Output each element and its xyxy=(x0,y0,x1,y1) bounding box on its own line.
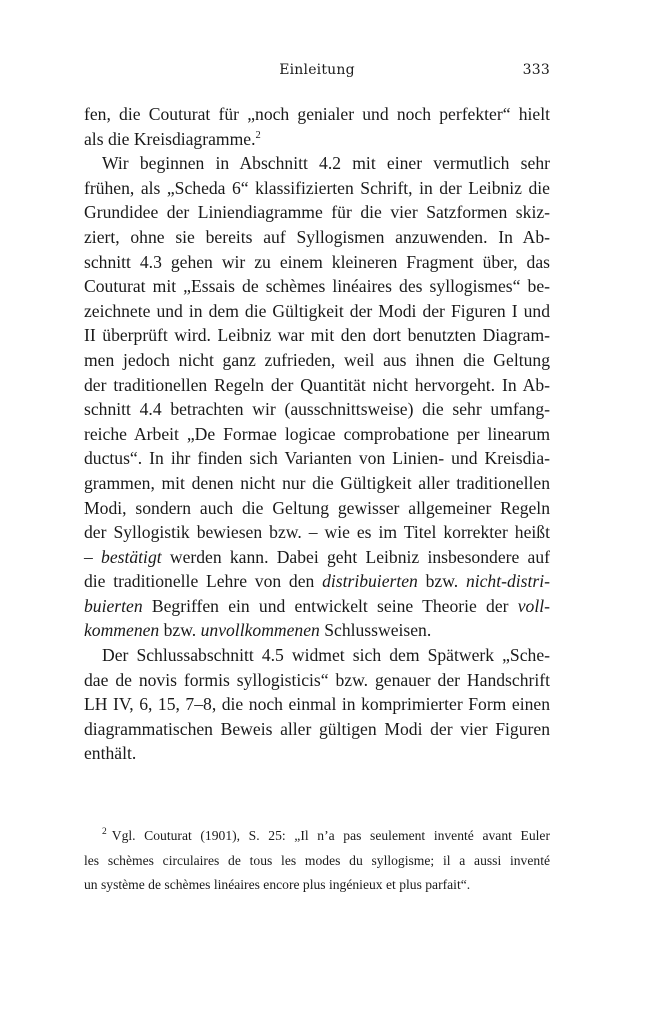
text-line: frühen, als „Scheda 6“ klassifizierten Schrift, in der Leibniz die xyxy=(84,177,550,198)
text-line: Grundidee der Liniendiagramme für die vier Satzformen skiz- xyxy=(84,202,550,223)
text-line: fen, die Couturat für „noch genialer und noch perfekter“ hielt xyxy=(84,104,550,124)
text-line: enthält. xyxy=(84,743,137,764)
text-span: als die Kreisdiagramme. xyxy=(84,128,256,149)
text-line: dae de novis formis syllogisticis“ bzw. genauer der Handschrift xyxy=(84,669,550,690)
text-line: LH IV, 6, 15, 7–8, die noch einmal in komprimierter Form einen xyxy=(84,694,550,715)
page-number: 333 xyxy=(522,62,550,78)
text-line xyxy=(84,618,550,643)
text-line: men jedoch nicht ganz zufrieden, weil aus ihnen die Geltung xyxy=(84,349,550,370)
text-line: der traditionellen Regeln der Quantität nicht hervorgeht. In Ab- xyxy=(84,374,550,395)
italic-span: bestätigt xyxy=(101,546,162,567)
text-line: zeichnete und in dem die Gültigkeit der Modi der Figuren I und xyxy=(84,300,550,321)
text-line xyxy=(84,594,550,619)
footnote-reference[interactable]: 2 xyxy=(255,129,261,141)
paragraph-3 xyxy=(84,643,550,766)
text-line: grammen, mit denen nicht nur die Gültigkeit aller traditionellen xyxy=(84,472,550,493)
text-line: diagrammatischen Beweis aller gültigen Modi der vier Figuren xyxy=(84,718,550,739)
italic-span: distribuierten xyxy=(322,571,418,592)
text-span: bzw. xyxy=(159,620,201,641)
text-line: ductus“. In ihr finden sich Varianten von Linien- und Kreisdia- xyxy=(84,448,550,469)
text-line: schnitt 4.3 gehen wir zu einem kleineren Fragment über, das xyxy=(84,251,550,272)
text-span: bzw. xyxy=(417,571,466,592)
text-line: II überprüft wird. Leibniz war mit den dort benutzten Diagram- xyxy=(84,325,550,346)
italic-span: buierten xyxy=(84,595,143,616)
footnote-area xyxy=(84,824,550,898)
paragraph-1 xyxy=(84,102,550,151)
text-span: Vgl. Couturat (1901), S. 25: „Il n’a pas seulement inventé avant Euler xyxy=(111,828,550,843)
text-line: schnitt 4.4 betrachten wir (ausschnittsweise) die sehr umfang- xyxy=(84,399,550,420)
text-line: Wir beginnen in Abschnitt 4.2 mit einer vermutlich sehr xyxy=(102,153,550,174)
text-line: Modi, sondern auch die Geltung gewisser allgemeiner Regeln xyxy=(84,497,550,518)
italic-span: nicht-distri- xyxy=(465,571,550,592)
running-head xyxy=(84,62,550,82)
text-line xyxy=(84,545,550,570)
text-span: Begriffen ein und entwickelt seine Theorie der xyxy=(142,595,518,616)
text-line xyxy=(84,127,550,152)
text-line: Der Schlussabschnitt 4.5 widmet sich dem Spätwerk „Sche- xyxy=(102,645,550,666)
footnote-line: les schèmes circulaires de tous les modes du syllogisme; il a aussi inventé xyxy=(84,852,550,868)
text-span: die traditionelle Lehre von den xyxy=(84,571,323,592)
text-span: werden kann. Dabei geht Leibniz insbesondere auf xyxy=(161,546,550,567)
text-span: – xyxy=(84,546,102,567)
text-line: ziert, ohne sie bereits auf Syllogismen anzuwenden. In Ab- xyxy=(84,226,550,247)
footnote-line: un système de schèmes linéaires encore plus ingénieux et plus parfait“. xyxy=(84,877,471,892)
text-line xyxy=(84,569,550,594)
paragraph-2 xyxy=(84,151,550,643)
footnote-mark: 2 xyxy=(102,827,107,838)
text-span: Schlussweisen. xyxy=(319,620,432,641)
text-line: Couturat mit „Essais de schèmes linéaires des syllogismes“ be- xyxy=(84,276,550,297)
text-line: reiche Arbeit „De Formae logicae comprobatione per linearum xyxy=(84,423,550,444)
running-head-title: Einleitung xyxy=(279,62,355,78)
italic-span: kommenen xyxy=(84,620,160,641)
italic-span: voll- xyxy=(517,595,550,616)
italic-span: unvollkommenen xyxy=(200,620,320,641)
main-text xyxy=(84,102,550,766)
footnote-line xyxy=(84,824,550,849)
text-line: der Syllogistik bewiesen bzw. – wie es im Titel korrekter heißt xyxy=(84,522,550,543)
